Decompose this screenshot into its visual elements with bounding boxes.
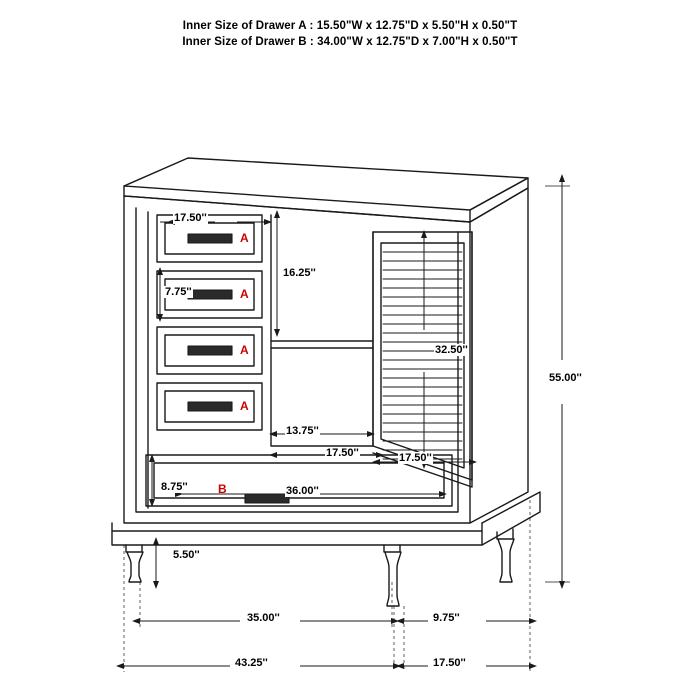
header-line-2: Inner Size of Drawer B : 34.00"W x 12.75"D x 7.00"H x 0.50"T <box>182 36 518 48</box>
plinth-front <box>112 523 482 545</box>
drawer-tag-b1: B <box>218 482 227 496</box>
dim-leg-height: 5.50'' <box>173 549 200 561</box>
plinth-side <box>482 492 540 545</box>
dim-shelf-depth: 13.75'' <box>286 425 319 437</box>
drawer-tag-a1: A <box>240 231 249 245</box>
dim-side-depth: 9.75'' <box>433 612 460 624</box>
dim-total-depth: 17.50'' <box>433 657 466 669</box>
extension-lines <box>124 500 530 672</box>
drawer-tag-a2: A <box>240 287 249 301</box>
leg-right-rear-body <box>498 539 514 582</box>
leg-left-top <box>126 545 142 552</box>
dim-total-width: 43.25'' <box>235 657 268 669</box>
dim-cabinet-door-height: 32.50'' <box>435 344 468 356</box>
dim-body-width: 35.00'' <box>247 612 280 624</box>
cabinet-front <box>124 196 470 523</box>
dim-drawer-height-2: 7.75'' <box>165 286 192 298</box>
dim-total-height: 55.00'' <box>549 372 582 384</box>
dim-drawer-stack-height: 16.25'' <box>283 267 316 279</box>
top-panel-side-edge <box>470 178 528 222</box>
leader-lines <box>545 186 570 582</box>
leg-right-rear-top <box>497 529 513 539</box>
dim-door-width: 17.50'' <box>399 452 432 464</box>
dim-bottom-drawer-width: 36.00'' <box>286 485 319 497</box>
dim-drawer-width-top: 17.50'' <box>174 212 207 224</box>
cabinet-opening <box>271 215 373 446</box>
dim-bottom-drawer-height: 8.75'' <box>161 481 188 493</box>
header-line-1: Inner Size of Drawer A : 15.50"W x 12.75"D x 5.50"H x 0.50"T <box>182 20 518 32</box>
leg-right-front-body <box>385 552 401 606</box>
drawer-tag-a3: A <box>240 343 249 357</box>
leg-left-body <box>127 552 143 582</box>
leg-right-front-top <box>384 545 400 552</box>
drawer-tag-a4: A <box>240 399 249 413</box>
top-panel <box>124 158 528 210</box>
dim-shelf-width: 17.50'' <box>326 447 359 459</box>
louvered-door <box>373 232 472 480</box>
cabinet-side <box>470 188 528 523</box>
